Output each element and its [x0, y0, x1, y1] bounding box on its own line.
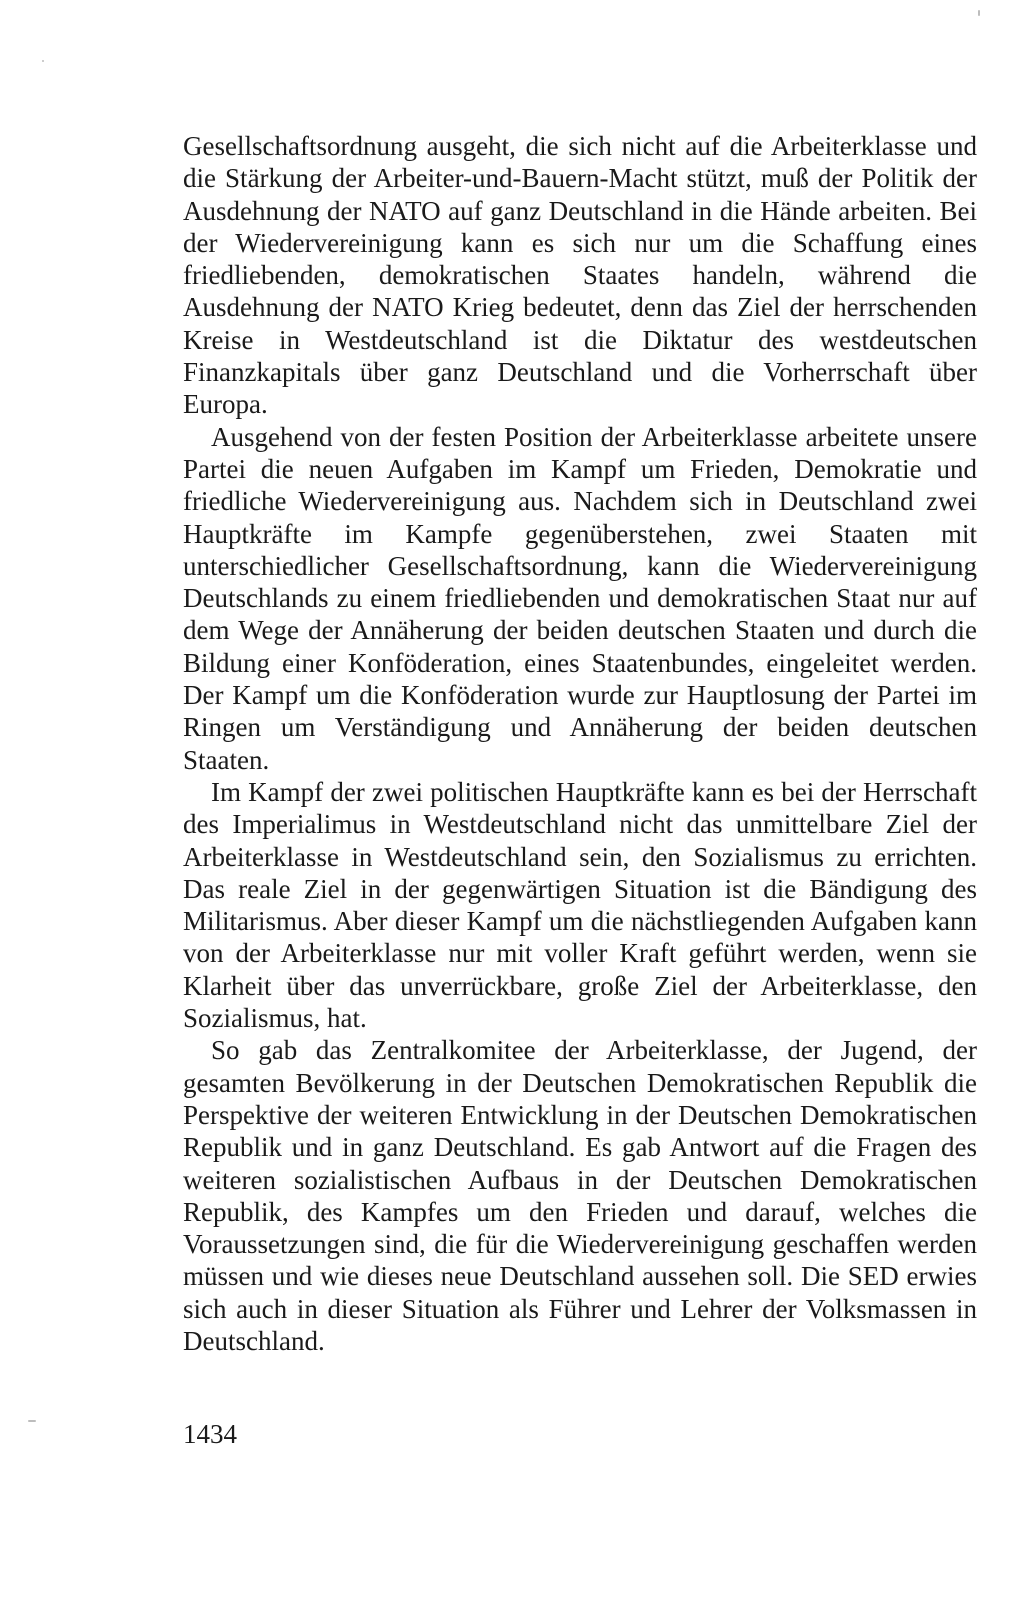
scan-speck	[978, 10, 980, 16]
page-number: 1434	[183, 1419, 237, 1449]
scan-speck	[42, 60, 44, 62]
body-text	[183, 130, 977, 1357]
scan-speck	[28, 1420, 36, 1422]
paragraph-2: Ausgehend von der festen Position der Arbeiterklasse arbeitete unsere Partei die neuen Aufgaben im Kampf um Frieden, Demokratie und friedliche Wiedervereinigung aus. Nachdem sich in Deutschland zwei Hauptkräfte im Kampfe gegenüberstehen, zwei Staaten mit unterschiedlicher Gesellschaftsordnung, kann die Wiedervereinigung Deutschlands zu einem friedliebenden und demokratischen Staat nur auf dem Wege der Annäherung der beiden deutschen Staaten und durch die Bildung einer Konföderation, eines Staatenbundes, eingeleitet werden. Der Kampf um die Konföderation wurde zur Hauptlosung der Partei im Ringen um Verständigung und Annäherung der beiden deutschen Staaten.	[183, 421, 977, 775]
paragraph-4: So gab das Zentralkomitee der Arbeiterklasse, der Jugend, der gesamten Bevölkerung in der Deutschen Demokratischen Republik die Perspektive der weiteren Entwicklung in der Deutschen Demokratischen Republik und in ganz Deutschland. Es gab Antwort auf die Fragen des weiteren sozialistischen Aufbaus in der Deutschen Demokratischen Republik, des Kampfes um den Frieden und darauf, welches die Voraussetzungen sind, die für die Wiedervereinigung geschaffen werden müssen und wie dieses neue Deutschland aussehen soll. Die SED erwies sich auch in dieser Situation als Führer und Lehrer der Volksmassen in Deutschland.	[183, 1035, 977, 1356]
paragraph-3: Im Kampf der zwei politischen Hauptkräfte kann es bei der Herrschaft des Imperialimus in Westdeutschland nicht das unmittelbare Ziel der Arbeiterklasse in Westdeutschland sein, den Sozialismus zu errichten. Das reale Ziel in der gegenwärtigen Situation ist die Bändigung des Militarismus. Aber dieser Kampf um die nächstliegenden Aufgaben kann von der Arbeiterklasse nur mit voller Kraft geführt werden, wenn sie Klarheit über das unverrückbare, große Ziel der Arbeiterklasse, den Sozialismus, hat.	[183, 776, 977, 1034]
paragraph-1: Gesellschaftsordnung ausgeht, die sich nicht auf die Arbeiterklasse und die Stärkung der Arbeiter-und-Bauern-Macht stützt, muß der Politik der Ausdehnung der NATO auf ganz Deutschland in die Hände arbeiten. Bei der Wiedervereinigung kann es sich nur um die Schaffung eines friedliebenden, demokratischen Staates handeln, während die Ausdehnung der NATO Krieg bedeutet, denn das Ziel der herrschenden Kreise in Westdeutschland ist die Diktatur des westdeutschen Finanzkapitals über ganz Deutschland und die Vorherrschaft über Europa.	[183, 131, 977, 420]
